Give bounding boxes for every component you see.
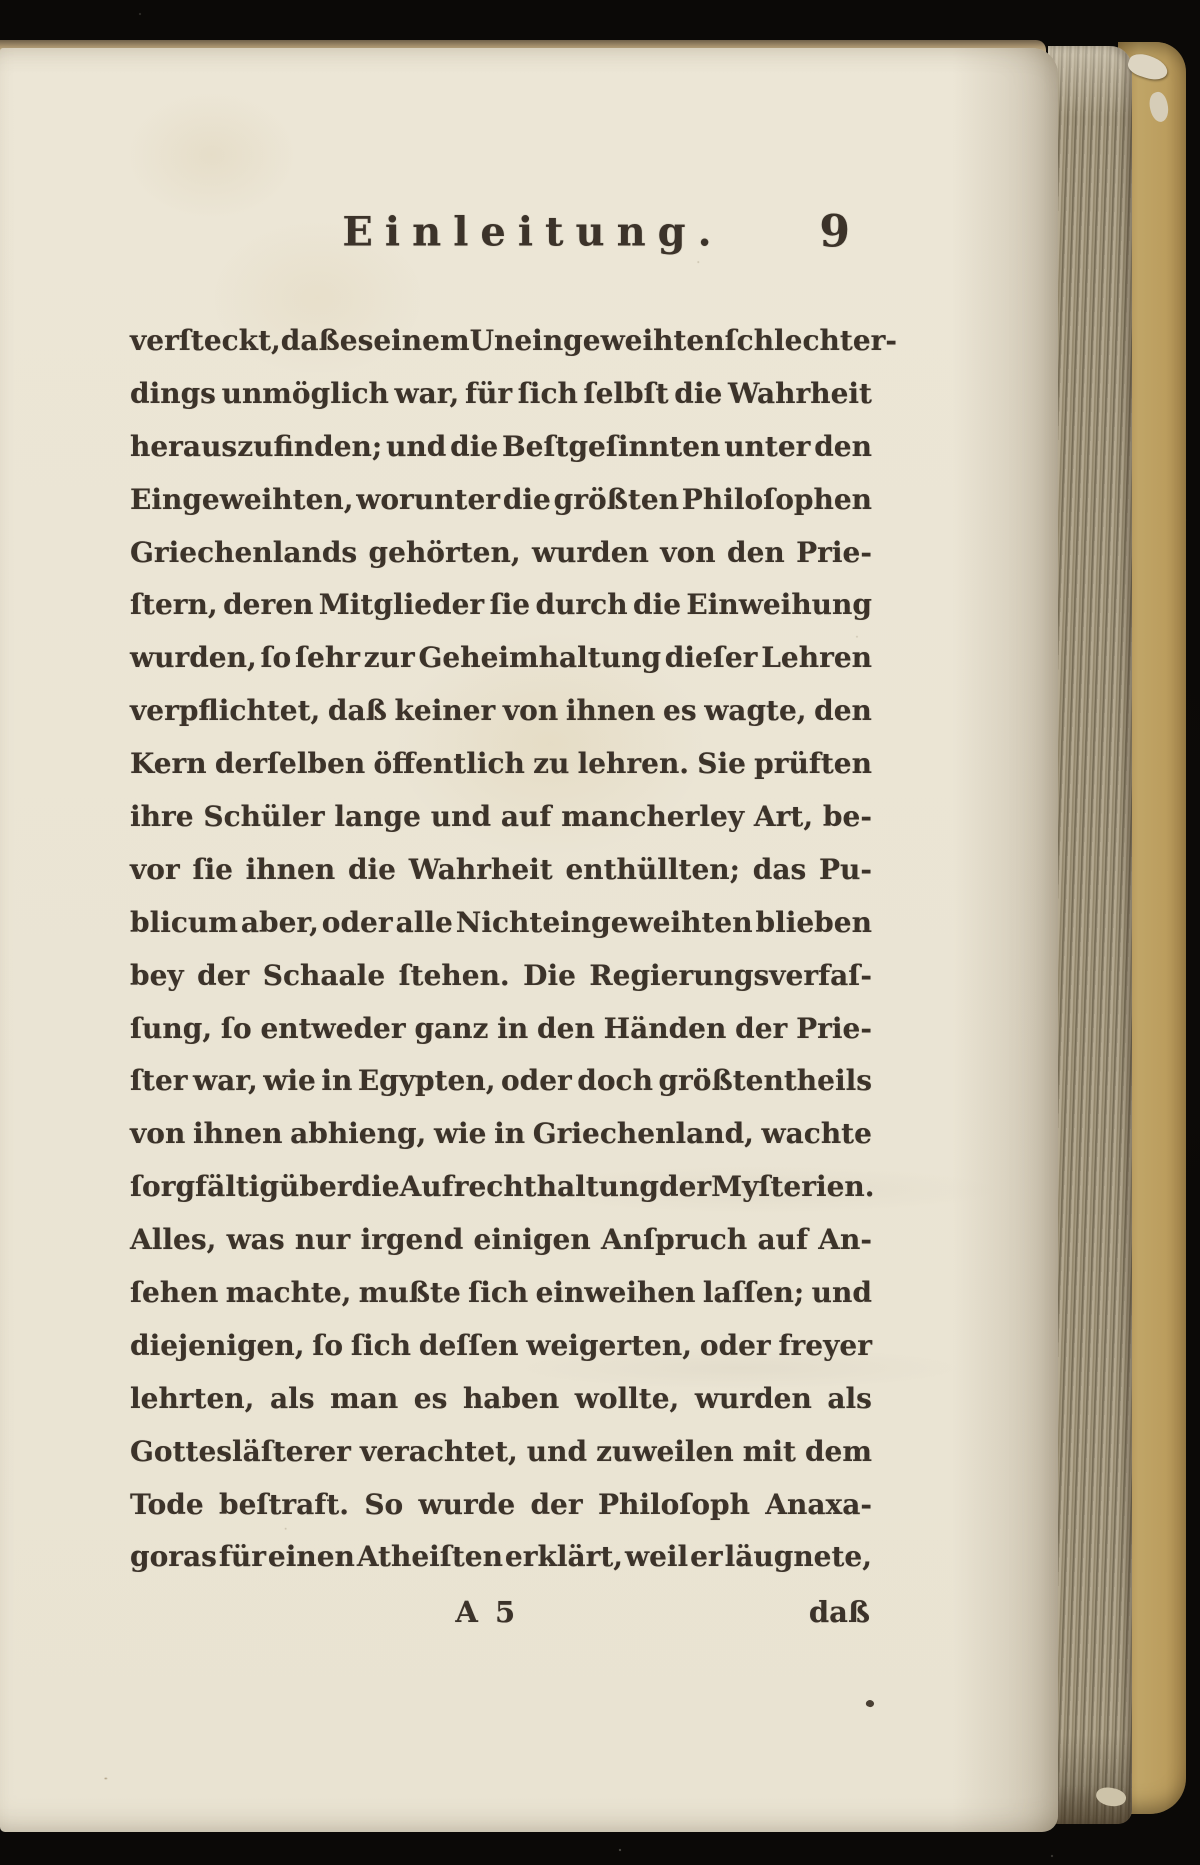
text-line: ſorgfältig über die Aufrechthaltung der Myſterien. — [130, 1170, 875, 1204]
text-line: Kern derſelben öffentlich zu lehren. Sie prüften — [130, 747, 872, 781]
text-line: diejenigen, ſo ſich deſſen weigerten, oder freyer — [130, 1328, 872, 1362]
scanned-page — [0, 48, 1058, 1832]
text-line: verſteckt, daß es einem Uneingeweihten ſchlechter- — [130, 324, 898, 357]
page-number: 9 — [819, 206, 850, 258]
text-line: Gottesläſterer verachtet, und zuweilen mit dem — [130, 1434, 872, 1468]
text-line: von ihnen abhieng, wie in Griechenland, wachte — [130, 1117, 872, 1151]
text-line: verpflichtet, daß keiner von ihnen es wagte, den — [130, 694, 872, 728]
text-line: Tode beſtraft. So wurde der Philoſoph Anaxa- — [130, 1487, 872, 1521]
page-header — [130, 196, 872, 268]
page-heading: Einleitung. — [342, 208, 724, 256]
text-line: Eingeweihten, worunter die größten Philoſophen — [130, 482, 872, 516]
book-fore-edge — [1048, 46, 1132, 1824]
text-line: dings unmöglich war, für ſich ſelbſt die Wahrheit — [130, 376, 872, 410]
text-line: lehrten, als man es haben wollte, wurden als — [130, 1381, 872, 1415]
text-line: vor ſie ihnen die Wahrheit enthüllten; das Pu- — [130, 852, 872, 886]
text-line: ihre Schüler lange und auf mancherley Art, be- — [130, 800, 872, 834]
text-line: blicum aber, oder alle Nichteingeweihten blieben — [130, 905, 872, 939]
text-line: ſter war, wie in Egypten, oder doch größtentheils — [130, 1064, 872, 1098]
text-line: Alles, was nur irgend einigen Anſpruch auf An- — [130, 1223, 872, 1257]
signature-mark: A 5 — [455, 1594, 519, 1629]
body-text — [130, 315, 898, 1584]
text-line: ſung, ſo entweder ganz in den Händen der Prie- — [130, 1011, 872, 1045]
page-footer — [130, 1585, 872, 1638]
text-line: ſehen machte, mußte ſich einweihen laſſen; und — [130, 1276, 872, 1310]
text-line: bey der Schaale ſtehen. Die Regierungsverfaſ- — [130, 958, 872, 992]
text-line: ſtern, deren Mitglieder ſie durch die Einweihung — [130, 588, 872, 622]
text-line: Griechenlands gehörten, wurden von den Prie- — [130, 535, 872, 569]
text-line: wurden, ſo ſehr zur Geheimhaltung dieſer Lehren — [130, 641, 872, 675]
catchword: daß — [808, 1594, 870, 1629]
ink-speck — [865, 1699, 875, 1708]
text-line: goras für einen Atheiſten erklärt, weil er läugnete, — [130, 1540, 872, 1574]
text-line: herauszufinden; und die Beſtgeſinnten unter den — [130, 429, 872, 463]
